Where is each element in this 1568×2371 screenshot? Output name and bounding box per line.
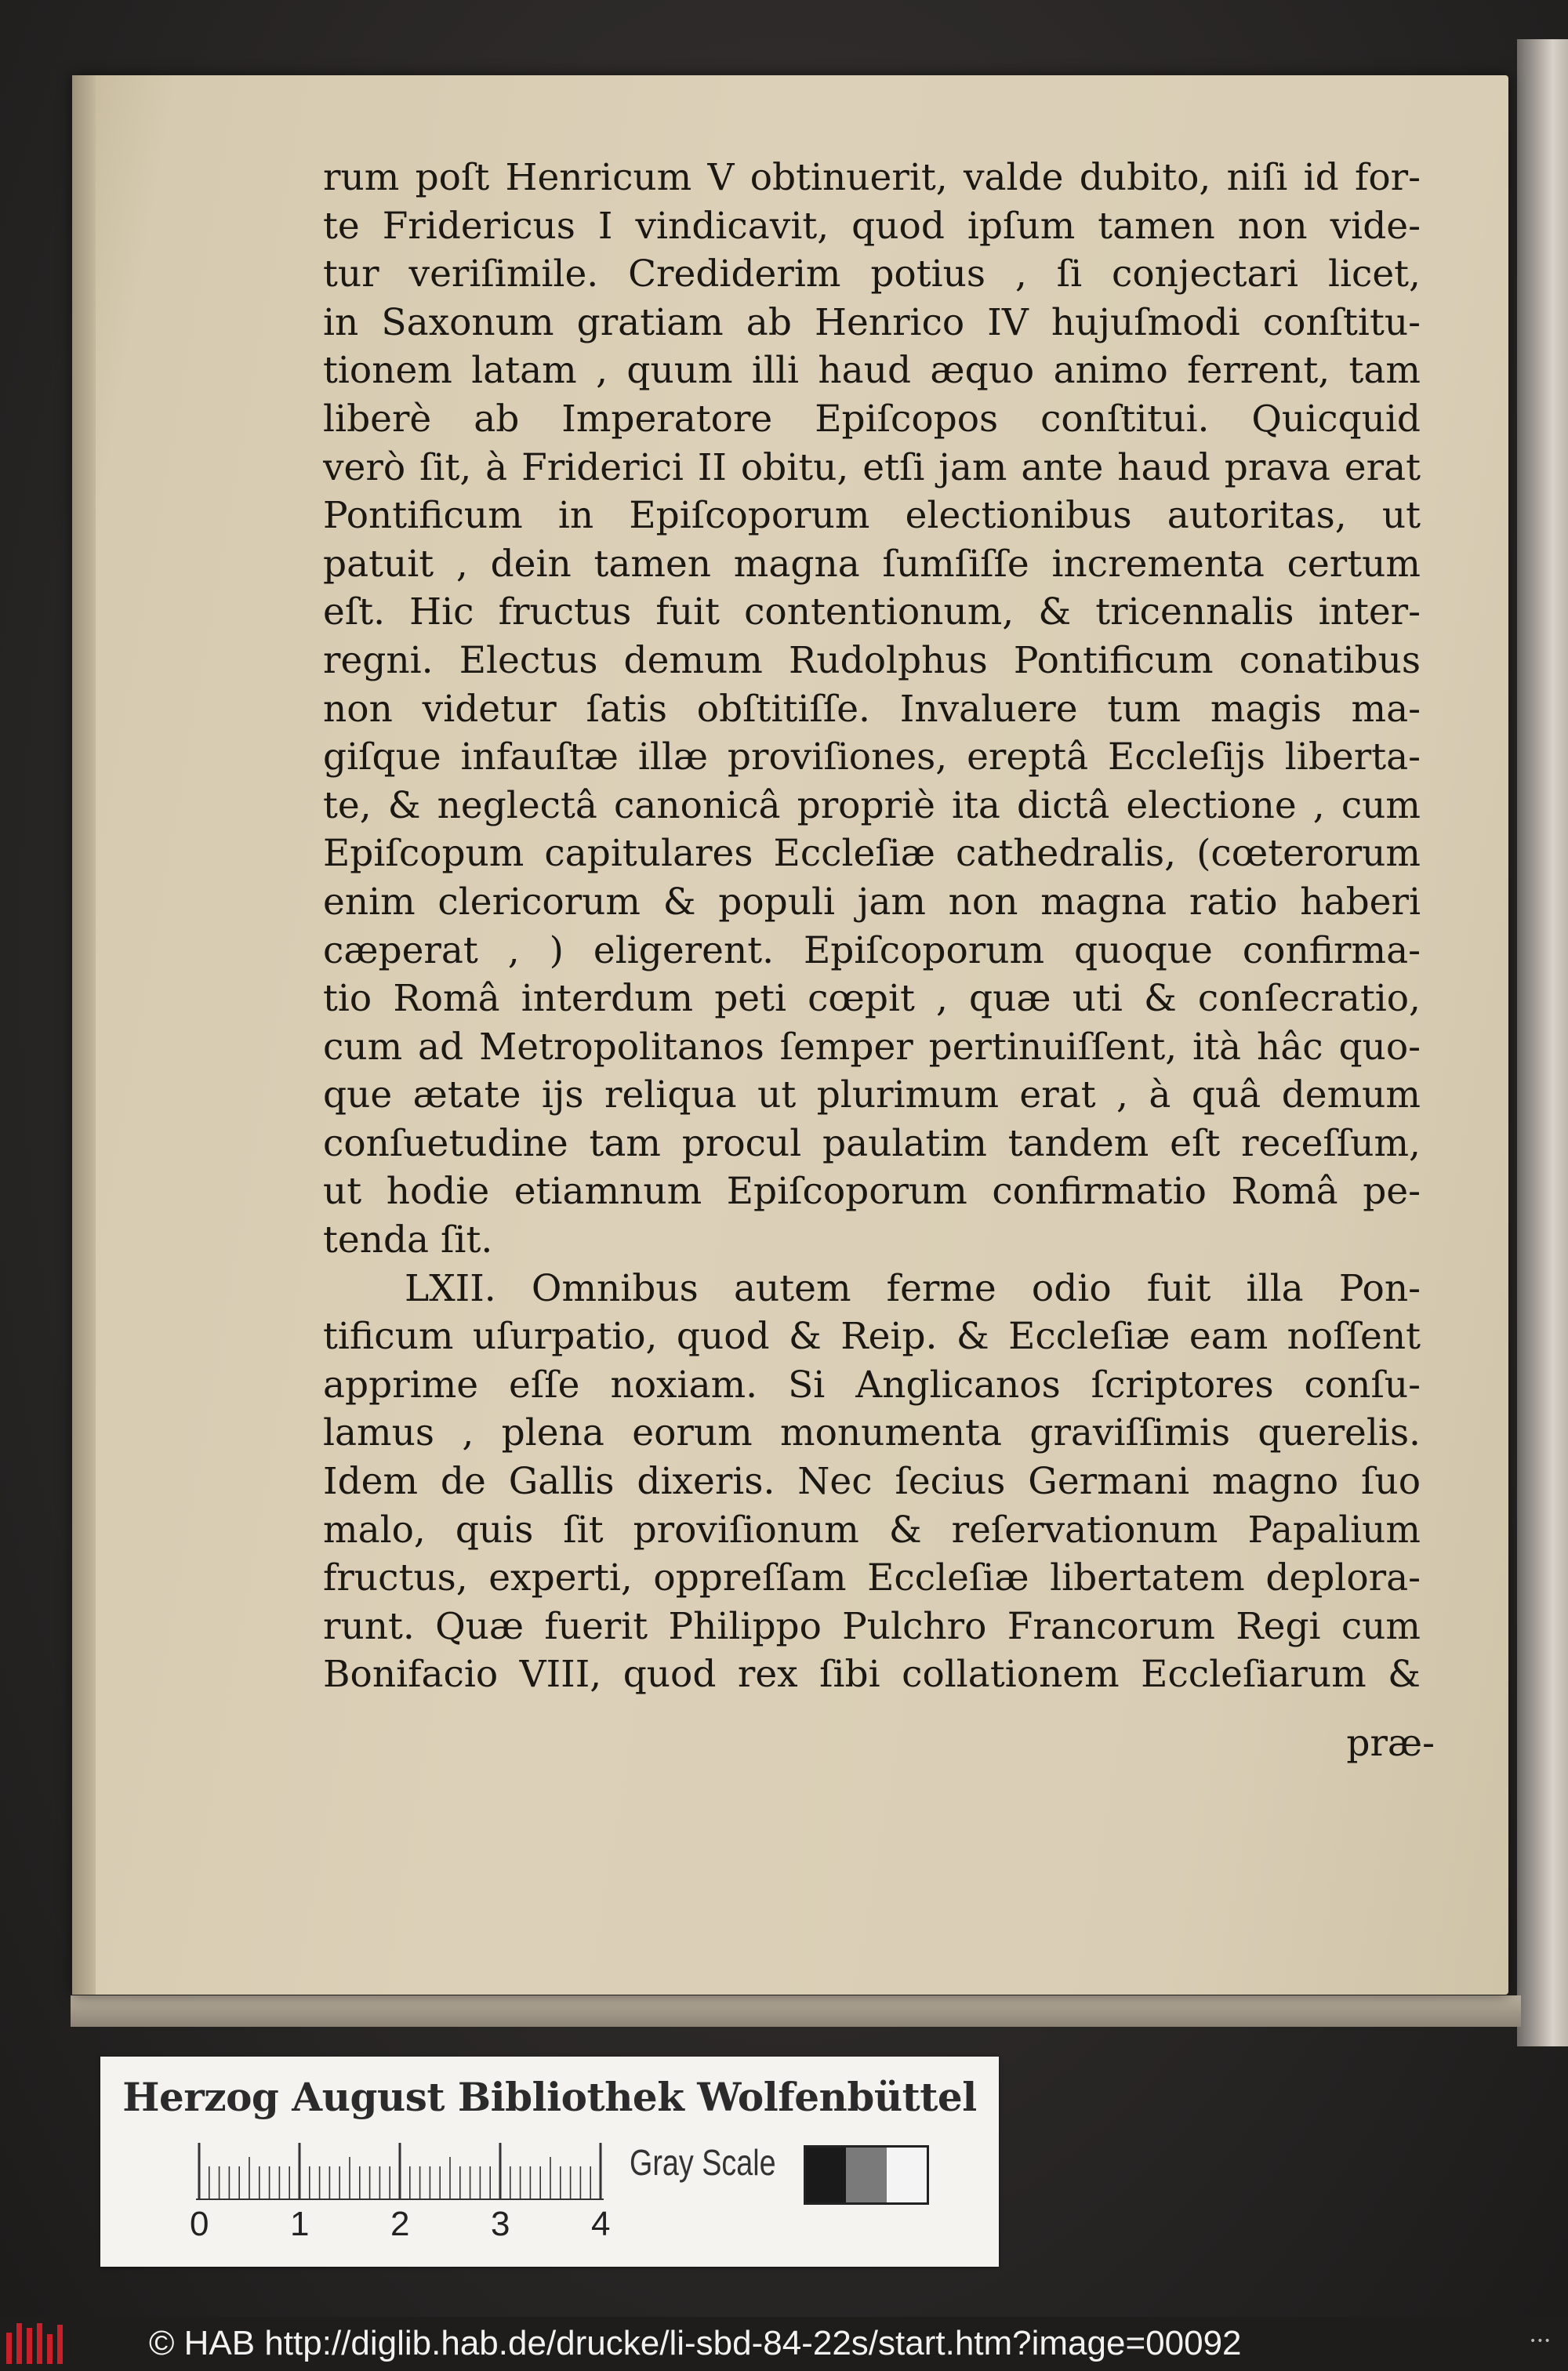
text-line: ut hodie etiamnum Epiſcoporum confirmatio Româ pe- — [323, 1170, 1421, 1214]
text-line: verò ſit, à Friderici II obitu, etſi jam ante haud prava erat — [323, 445, 1421, 489]
copyright-url[interactable]: © HAB http://diglib.hab.de/drucke/li-sbd-84-22s/start.htm?image=00092 — [149, 2324, 1242, 2362]
ruler-number: 1 — [290, 2205, 310, 2243]
text-line: regni. Electus demum Rudolphus Pontificum conatibus — [323, 638, 1421, 682]
ruler-number: 2 — [390, 2205, 410, 2243]
catchword: præ- — [1346, 1722, 1435, 1765]
page-text — [323, 154, 1421, 1699]
text-line: tionem latam , quum illi haud æquo animo ferrent, tam — [323, 349, 1421, 393]
ruler-number: 4 — [591, 2205, 611, 2243]
grayscale-label: Gray Scale — [630, 2142, 776, 2183]
hab-logo-icon — [6, 2323, 67, 2364]
grayscale-patch — [806, 2148, 846, 2202]
text-line: cum ad Metropolitanos ſemper pertinuiſſent, ità hâc quo- — [323, 1025, 1421, 1069]
text-line: tur veriſimile. Crediderim potius , ſi conjectari licet, — [323, 252, 1421, 296]
text-line: lamus , plena eorum monumenta graviſſimis querelis. — [323, 1411, 1421, 1455]
text-line: tio Româ interdum peti cœpit , quæ uti & conſecratio, — [323, 977, 1421, 1021]
text-line: in Saxonum gratiam ab Henrico IV hujuſmodi conſtitu- — [323, 300, 1421, 344]
library-name: Herzog August Bibliothek Wolfenbüttel — [122, 2074, 977, 2120]
text-line: que ætate ijs reliqua ut plurimum erat , à quâ demum — [323, 1073, 1421, 1117]
text-line: LXII. Omnibus autem ferme odio fuit illa Pon- — [405, 1266, 1421, 1310]
page-gutter — [72, 75, 96, 1995]
text-line: tenda ſit. — [323, 1218, 493, 1262]
text-line: apprime eſſe noxiam. Si Anglicanos ſcriptores conſu- — [323, 1363, 1421, 1407]
text-line: tificum uſurpatio, quod & Reip. & Eccleſiæ eam noſſent — [323, 1315, 1421, 1359]
text-line: rum poſt Henricum V obtinuerit, valde dubito, niſi id for- — [323, 156, 1421, 199]
text-line: Bonifacio VIII, quod rex ſibi collationem Eccleſiarum & — [323, 1653, 1421, 1697]
text-line: non videtur ſatis obſtitiſſe. Invaluere tum magis ma- — [323, 687, 1421, 731]
grayscale-patch — [887, 2148, 927, 2202]
page-stack-edge — [1517, 39, 1568, 2046]
scale-ruler — [196, 2143, 604, 2206]
ruler-number: 3 — [491, 2205, 510, 2243]
text-line: conſuetudine tam procul paulatim tandem eſt receſſum, — [323, 1121, 1421, 1165]
ruler-numbers — [188, 2205, 627, 2252]
more-icon: ••• — [1530, 2335, 1552, 2347]
text-line: te, & neglectâ canonicâ propriè ita dictâ electione , cum — [323, 783, 1421, 827]
text-line: runt. Quæ fuerit Philippo Pulchro Francorum Regi cum — [323, 1604, 1421, 1648]
text-line: enim clericorum & populi jam non magna ratio haberi — [323, 880, 1421, 924]
grayscale-patch — [846, 2148, 886, 2202]
text-line: Idem de Gallis dixeris. Nec ſecius Germani magno ſuo — [323, 1460, 1421, 1504]
text-line: eſt. Hic fructus fuit contentionum, & tricennalis inter- — [323, 590, 1421, 634]
text-line: te Fridericus I vindicavit, quod ipſum tamen non vide- — [323, 204, 1421, 248]
page-bottom-edge — [71, 1995, 1521, 2027]
text-line: liberè ab Imperatore Epiſcopos conſtitui. Quicquid — [323, 397, 1421, 441]
text-line: fructus, experti, oppreſſam Eccleſiæ libertatem deplora- — [323, 1556, 1421, 1600]
text-line: malo, quis ſit proviſionum & reſervationum Papalium — [323, 1508, 1421, 1552]
text-line: giſque infauſtæ illæ proviſiones, ereptâ Eccleſijs liberta- — [323, 735, 1421, 779]
ruler-number: 0 — [190, 2205, 209, 2243]
grayscale-swatch — [804, 2145, 929, 2205]
text-line: Epiſcopum capitulares Eccleſiæ cathedralis, (cœterorum — [323, 832, 1421, 876]
text-line: Pontificum in Epiſcoporum electionibus autoritas, ut — [323, 494, 1421, 538]
text-line: patuit , dein tamen magna ſumſiſſe incrementa certum — [323, 542, 1421, 586]
text-line: cæperat , ) eligerent. Epiſcoporum quoque confirma- — [323, 928, 1421, 972]
